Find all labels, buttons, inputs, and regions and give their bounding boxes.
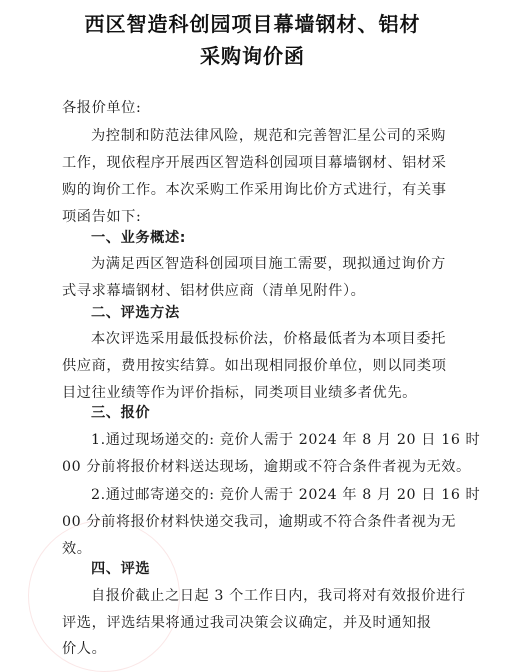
- section-body-line: 目过往业绩等作为评价指标，同类项目业绩多者优先。: [62, 385, 417, 401]
- intro-line: 项函告如下:: [62, 209, 142, 225]
- section-body-line: 供应商，费用按实结算。如出现相同报价单位，则以同类项: [62, 358, 447, 374]
- intro-line: 工作，现依程序开展西区智造科创园项目幕墙钢材、铝材采: [62, 155, 447, 171]
- intro-line: 购的询价工作。本次采购工作采用询比价方式进行，有关事: [62, 182, 447, 198]
- intro-line: 为控制和防范法律风险，规范和完善智汇星公司的采购: [91, 128, 446, 144]
- section-body-line: 自报价截止之日起 3 个工作日内，我司将对有效报价进行: [91, 588, 466, 604]
- quotation-item-line: 2.通过邮寄递交的: 竞价人需于 2024 年 8 月 20 日 16 时: [91, 487, 481, 503]
- section-heading-quotation: 三、报价: [91, 405, 151, 421]
- section-body-line: 价人。: [62, 641, 107, 657]
- quotation-item-line: 效。: [62, 541, 92, 557]
- quotation-item-line: 1.通过现场递交的: 竞价人需于 2024 年 8 月 20 日 16 时: [91, 432, 481, 448]
- document-title-line1: 西区智造科创园项目幕墙钢材、铝材: [84, 12, 421, 36]
- section-body-line: 为满足西区智造科创园项目施工需要，现拟通过询价方: [91, 256, 446, 272]
- quotation-item-line: 00 分前将报价材料快递交我司，逾期或不符合条件者视为无: [62, 514, 457, 530]
- section-heading-evaluation-method: 二、评选方法: [91, 305, 180, 321]
- section-body-line: 评选，评选结果将通过我司决策会议确定，并及时通知报: [62, 615, 432, 631]
- section-body-line: 本次评选采用最低投标价法，价格最低者为本项目委托: [91, 331, 446, 347]
- section-body-line: 式寻求幕墙钢材、铝材供应商（清单见附件）。: [62, 283, 366, 299]
- section-heading-overview: 一、业务概述:: [91, 230, 186, 246]
- salutation: 各报价单位:: [62, 100, 142, 116]
- quotation-item-line: 00 分前将报价材料送达现场，逾期或不符合条件者视为无效。: [62, 459, 471, 475]
- section-heading-selection: 四、评选: [91, 561, 151, 577]
- document-title-line2: 采购询价函: [200, 44, 305, 68]
